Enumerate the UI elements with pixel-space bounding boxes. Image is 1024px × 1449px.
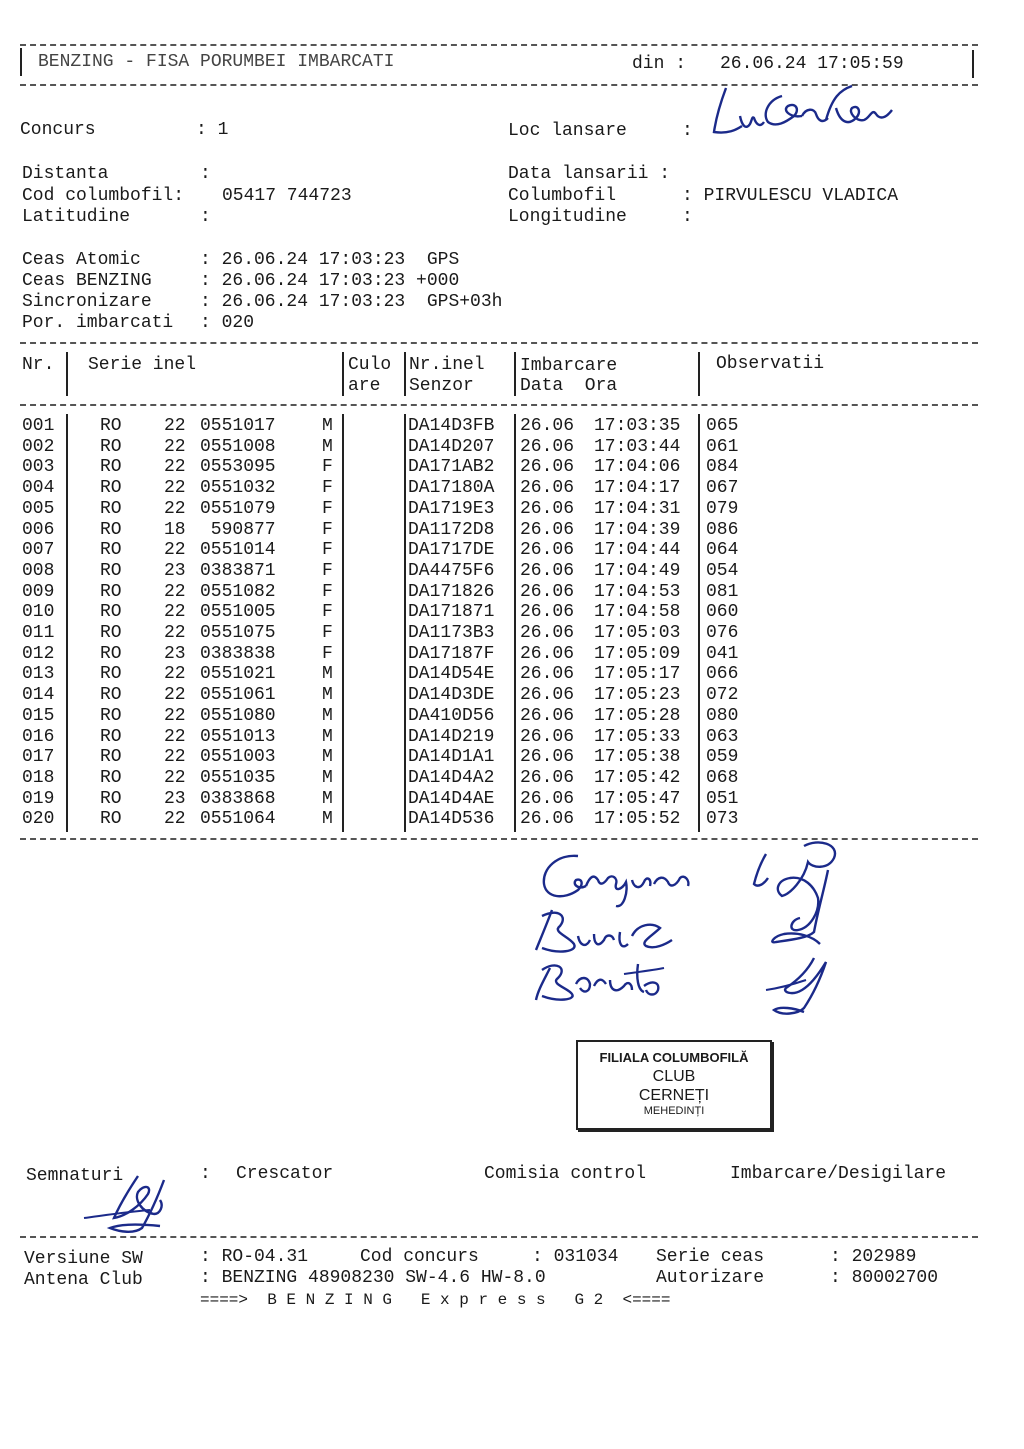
ring-year: 22: [164, 705, 186, 726]
ring-nr: 004: [22, 478, 55, 499]
col-sep: [514, 352, 516, 396]
ring-country: RO: [100, 436, 122, 457]
latitudine-label: Latitudine: [22, 207, 131, 227]
boarding-date: 26.06: [520, 519, 575, 540]
ring-nr: 019: [22, 788, 55, 809]
observation: 080: [706, 705, 739, 726]
observation: 065: [706, 416, 739, 436]
clock-value: : 26.06.24 17:03:23 GPS: [200, 250, 460, 270]
boarding-time: 17:05:09: [594, 643, 681, 664]
ring-sex: F: [322, 478, 333, 499]
boarding-date: 26.06: [520, 747, 575, 768]
longitudine-value: :: [682, 207, 693, 227]
breeder-signature: [80, 1166, 190, 1240]
club-stamp: [576, 1040, 772, 1130]
boarding-date: 26.06: [520, 478, 575, 499]
ring-number: 0551061: [200, 685, 276, 706]
sensor-id: DA14D207: [408, 436, 495, 457]
boarding-date: 26.06: [520, 788, 575, 809]
sensor-id: DA14D4A2: [408, 767, 495, 788]
ring-country: RO: [100, 685, 122, 706]
table-row: [20, 644, 980, 665]
table-row: [20, 706, 980, 727]
table-row: [20, 602, 980, 623]
observation: 086: [706, 519, 739, 540]
observation: 076: [706, 623, 739, 643]
ring-nr: 007: [22, 540, 55, 561]
boarding-date: 26.06: [520, 581, 575, 602]
ring-number: 590877: [200, 519, 276, 540]
col-header-imbarcare-2: Data Ora: [520, 376, 618, 396]
ring-year: 23: [164, 643, 186, 664]
ring-year: 22: [164, 685, 186, 706]
observation: 060: [706, 602, 739, 623]
crescator-label: Crescator: [236, 1164, 334, 1184]
ring-nr: 005: [22, 498, 55, 519]
table-row: [20, 416, 980, 437]
serie-ceas-value: : 202989: [830, 1247, 917, 1267]
boarding-time: 17:05:52: [594, 809, 681, 830]
boarding-time: 17:04:49: [594, 560, 681, 581]
print-datetime: 26.06.24 17:05:59: [720, 54, 904, 74]
ring-nr: 001: [22, 416, 55, 436]
latitudine-value: :: [200, 207, 211, 227]
boarding-date: 26.06: [520, 436, 575, 457]
ring-nr: 009: [22, 581, 55, 602]
ring-country: RO: [100, 809, 122, 830]
table-row: [20, 809, 980, 830]
commission-signatures-drawing: [528, 840, 868, 1030]
signature-name-1: [868, 840, 869, 841]
autorizare-value: : 80002700: [830, 1268, 939, 1288]
sensor-id: DA1173B3: [408, 623, 495, 643]
sensor-id: DA1717DE: [408, 540, 495, 561]
table-row: [20, 457, 980, 478]
ring-country: RO: [100, 519, 122, 540]
boarding-date: 26.06: [520, 664, 575, 685]
ring-number: 0551021: [200, 664, 276, 685]
ring-nr: 014: [22, 685, 55, 706]
boarding-time: 17:04:31: [594, 498, 681, 519]
divider: [20, 342, 978, 344]
observation: 067: [706, 478, 739, 499]
ring-year: 22: [164, 581, 186, 602]
ring-sex: F: [322, 498, 333, 519]
boarding-date: 26.06: [520, 685, 575, 706]
boarding-time: 17:04:58: [594, 602, 681, 623]
sensor-id: DA17187F: [408, 643, 495, 664]
ring-number: 0551032: [200, 478, 276, 499]
loc-lansare-label: Loc lansare: [508, 121, 627, 141]
sensor-id: DA14D54E: [408, 664, 495, 685]
signature-name-3: [868, 840, 869, 841]
stamp-line-2: CLUB: [652, 1068, 696, 1085]
observation: 081: [706, 581, 739, 602]
boarding-date: 26.06: [520, 416, 575, 436]
ring-number: 0553095: [200, 457, 276, 478]
col-sep: [66, 352, 68, 396]
ring-sex: F: [322, 560, 333, 581]
concurs-value: : 1: [196, 120, 229, 140]
ring-year: 22: [164, 664, 186, 685]
ring-sex: F: [322, 581, 333, 602]
table-row: [20, 478, 980, 499]
observation: 063: [706, 726, 739, 747]
loc-lansare-handwriting: [706, 78, 896, 144]
col-sep: [342, 352, 344, 396]
col-sep: [342, 414, 344, 832]
sensor-id: DA1719E3: [408, 498, 495, 519]
boarding-time: 17:03:35: [594, 416, 681, 436]
ring-number: 0383838: [200, 643, 276, 664]
ring-nr: 016: [22, 726, 55, 747]
ring-year: 22: [164, 416, 186, 436]
sensor-id: DA1172D8: [408, 519, 495, 540]
ring-sex: F: [322, 602, 333, 623]
ring-number: 0551008: [200, 436, 276, 457]
ring-year: 23: [164, 788, 186, 809]
ring-year: 18: [164, 519, 186, 540]
ring-year: 22: [164, 457, 186, 478]
divider: [20, 404, 978, 406]
date-label: din :: [632, 54, 687, 74]
table-row: [20, 789, 980, 810]
signature-name-2: [868, 840, 869, 841]
col-sep: [404, 352, 406, 396]
versiune-sw-label: Versiune SW: [24, 1249, 143, 1269]
clock-label: Ceas Atomic: [22, 250, 141, 270]
clock-value: : 020: [200, 313, 255, 333]
benzing-express-banner: ====> B E N Z I N G E x p r e s s G 2 <====: [200, 1291, 671, 1309]
ring-nr: 011: [22, 623, 55, 643]
ring-number: 0551080: [200, 705, 276, 726]
antena-club-label: Antena Club: [24, 1270, 143, 1290]
col-header-observatii: Observatii: [716, 354, 825, 374]
ring-number: 0551079: [200, 498, 276, 519]
ring-year: 22: [164, 747, 186, 768]
table-row: [20, 582, 980, 603]
ring-country: RO: [100, 581, 122, 602]
ring-nr: 003: [22, 457, 55, 478]
ring-number: 0551082: [200, 581, 276, 602]
observation: 079: [706, 498, 739, 519]
clock-label: Por. imbarcati: [22, 313, 174, 333]
boarding-date: 26.06: [520, 560, 575, 581]
divider: [20, 1236, 978, 1238]
ring-country: RO: [100, 767, 122, 788]
boarding-date: 26.06: [520, 809, 575, 830]
col-sep: [698, 352, 700, 396]
observation: 041: [706, 643, 739, 664]
boarding-time: 17:05:42: [594, 767, 681, 788]
observation: 068: [706, 767, 739, 788]
table-row: [20, 520, 980, 541]
boarding-date: 26.06: [520, 498, 575, 519]
col-header-serie: Serie inel: [88, 355, 197, 375]
longitudine-label: Longitudine: [508, 207, 627, 227]
ring-number: 0551005: [200, 602, 276, 623]
comisia-control-label: Comisia control: [484, 1164, 647, 1184]
clock-value: : 26.06.24 17:03:23 +000: [200, 271, 460, 291]
versiune-sw-value: : RO-04.31: [200, 1247, 309, 1267]
sensor-id: DA14D3FB: [408, 416, 495, 436]
observation: 066: [706, 664, 739, 685]
ring-sex: M: [322, 767, 333, 788]
table-row: [20, 768, 980, 789]
stamp-line-4: MEHEDINȚI: [643, 1105, 705, 1117]
ring-year: 22: [164, 602, 186, 623]
ring-year: 22: [164, 540, 186, 561]
commission-signatures: [528, 840, 868, 1030]
clock-label: Sincronizare: [22, 292, 152, 312]
divider: [20, 44, 978, 46]
sheet-title: BENZING - FISA PORUMBEI IMBARCATI: [38, 52, 395, 72]
ring-year: 22: [164, 809, 186, 830]
ring-country: RO: [100, 540, 122, 561]
ring-country: RO: [100, 416, 122, 436]
boarding-time: 17:05:33: [594, 726, 681, 747]
boarding-date: 26.06: [520, 457, 575, 478]
table-row: [20, 623, 980, 644]
observation: 051: [706, 788, 739, 809]
sensor-id: DA14D4AE: [408, 788, 495, 809]
ring-sex: M: [322, 788, 333, 809]
boarding-time: 17:03:44: [594, 436, 681, 457]
concurs-label: Concurs: [20, 120, 96, 140]
ring-country: RO: [100, 498, 122, 519]
sensor-id: DA171871: [408, 602, 495, 623]
ring-number: 0551064: [200, 809, 276, 830]
observation: 059: [706, 747, 739, 768]
sensor-id: DA17180A: [408, 478, 495, 499]
distanta-value: :: [200, 164, 211, 184]
table-row: [20, 561, 980, 582]
ring-year: 22: [164, 623, 186, 643]
boarding-time: 17:04:39: [594, 519, 681, 540]
boarding-date: 26.06: [520, 540, 575, 561]
ring-sex: M: [322, 747, 333, 768]
sensor-id: DA14D1A1: [408, 747, 495, 768]
boarding-time: 17:04:53: [594, 581, 681, 602]
sensor-id: DA410D56: [408, 705, 495, 726]
columbofil-label: Columbofil: [508, 186, 617, 206]
sensor-id: DA171AB2: [408, 457, 495, 478]
ring-number: 0551003: [200, 747, 276, 768]
header-border-right: [972, 50, 974, 78]
stamp-line-1: FILIALA COLUMBOFILĂ: [599, 1050, 749, 1065]
header-border-left: [20, 48, 22, 76]
observation: 073: [706, 809, 739, 830]
col-header-imbarcare-1: Imbarcare: [520, 356, 618, 376]
boarding-date: 26.06: [520, 767, 575, 788]
table-row: [20, 437, 980, 458]
ring-number: 0383871: [200, 560, 276, 581]
boarding-date: 26.06: [520, 726, 575, 747]
boarding-time: 17:04:17: [594, 478, 681, 499]
ring-sex: M: [322, 726, 333, 747]
boarding-time: 17:05:17: [594, 664, 681, 685]
col-header-culoare-1: Culo: [348, 355, 392, 375]
data-lansarii-label: Data lansarii :: [508, 164, 671, 184]
ring-number: 0551035: [200, 767, 276, 788]
observation: 064: [706, 540, 739, 561]
cod-concurs-label: Cod concurs: [360, 1247, 479, 1267]
ring-country: RO: [100, 623, 122, 643]
col-sep: [514, 414, 516, 832]
boarding-time: 17:05:47: [594, 788, 681, 809]
ring-country: RO: [100, 747, 122, 768]
loc-lansare-sep: :: [682, 121, 693, 141]
ring-nr: 010: [22, 602, 55, 623]
autorizare-label: Autorizare: [656, 1268, 765, 1288]
boarding-date: 26.06: [520, 623, 575, 643]
ring-sex: M: [322, 685, 333, 706]
ring-country: RO: [100, 788, 122, 809]
ring-sex: M: [322, 436, 333, 457]
cod-columbofil-value: 05417 744723: [222, 186, 352, 206]
ring-sex: M: [322, 809, 333, 830]
table-row: [20, 727, 980, 748]
ring-year: 23: [164, 560, 186, 581]
ring-year: 22: [164, 436, 186, 457]
table-row: [20, 499, 980, 520]
boarding-time: 17:05:23: [594, 685, 681, 706]
ring-year: 22: [164, 767, 186, 788]
ring-nr: 020: [22, 809, 55, 830]
ring-nr: 017: [22, 747, 55, 768]
ring-year: 22: [164, 478, 186, 499]
observation: 054: [706, 560, 739, 581]
ring-number: 0383868: [200, 788, 276, 809]
ring-sex: F: [322, 623, 333, 643]
ring-country: RO: [100, 705, 122, 726]
ring-nr: 006: [22, 519, 55, 540]
table-row: [20, 540, 980, 561]
sensor-id: DA14D3DE: [408, 685, 495, 706]
boarding-date: 26.06: [520, 643, 575, 664]
table-row: [20, 747, 980, 768]
col-header-culoare-2: are: [348, 376, 381, 396]
ring-year: 22: [164, 726, 186, 747]
semnaturi-sep: :: [200, 1164, 211, 1184]
clock-label: Ceas BENZING: [22, 271, 152, 291]
antena-club-value: : BENZING 48908230 SW-4.6 HW-8.0: [200, 1268, 546, 1288]
distanta-label: Distanta: [22, 164, 109, 184]
boarding-time: 17:05:03: [594, 623, 681, 643]
ring-country: RO: [100, 643, 122, 664]
semnaturi-label: Semnaturi: [26, 1166, 124, 1186]
ring-year: 22: [164, 498, 186, 519]
ring-nr: 015: [22, 705, 55, 726]
col-sep: [66, 414, 68, 832]
ring-nr: 012: [22, 643, 55, 664]
boarding-time: 17:04:06: [594, 457, 681, 478]
clock-value: : 26.06.24 17:03:23 GPS+03h: [200, 292, 503, 312]
ring-country: RO: [100, 602, 122, 623]
ring-country: RO: [100, 457, 122, 478]
ring-country: RO: [100, 726, 122, 747]
col-sep: [698, 414, 700, 832]
ring-number: 0551014: [200, 540, 276, 561]
observation: 084: [706, 457, 739, 478]
table-row: [20, 685, 980, 706]
ring-nr: 008: [22, 560, 55, 581]
sensor-id: DA171826: [408, 581, 495, 602]
ring-country: RO: [100, 560, 122, 581]
observation: 072: [706, 685, 739, 706]
ring-number: 0551013: [200, 726, 276, 747]
stamp-line-3: CERNEȚI: [638, 1087, 710, 1104]
ring-number: 0551075: [200, 623, 276, 643]
col-sep: [404, 414, 406, 832]
boarding-time: 17:04:44: [594, 540, 681, 561]
boarding-date: 26.06: [520, 602, 575, 623]
sensor-id: DA4475F6: [408, 560, 495, 581]
ring-nr: 002: [22, 436, 55, 457]
boarding-time: 17:05:38: [594, 747, 681, 768]
ring-country: RO: [100, 478, 122, 499]
col-header-nrinel-2: Senzor: [409, 376, 474, 396]
serie-ceas-label: Serie ceas: [656, 1247, 765, 1267]
cod-columbofil-label: Cod columbofil:: [22, 186, 185, 206]
ring-nr: 013: [22, 664, 55, 685]
cod-concurs-value: : 031034: [532, 1247, 619, 1267]
ring-number: 0551017: [200, 416, 276, 436]
ring-sex: F: [322, 540, 333, 561]
imbarcare-desigilare-label: Imbarcare/Desigilare: [730, 1164, 947, 1184]
boarding-date: 26.06: [520, 705, 575, 726]
ring-nr: 018: [22, 767, 55, 788]
col-header-nr: Nr.: [22, 355, 55, 375]
col-header-nrinel-1: Nr.inel: [409, 355, 485, 375]
table-row: [20, 664, 980, 685]
columbofil-value: : PIRVULESCU VLADICA: [682, 186, 899, 206]
observation: 061: [706, 436, 739, 457]
sensor-id: DA14D219: [408, 726, 495, 747]
sensor-id: DA14D536: [408, 809, 495, 830]
ring-sex: M: [322, 664, 333, 685]
ring-sex: M: [322, 416, 333, 436]
ring-sex: F: [322, 457, 333, 478]
ring-sex: F: [322, 519, 333, 540]
ring-country: RO: [100, 664, 122, 685]
ring-sex: F: [322, 643, 333, 664]
boarding-time: 17:05:28: [594, 705, 681, 726]
ring-sex: M: [322, 705, 333, 726]
